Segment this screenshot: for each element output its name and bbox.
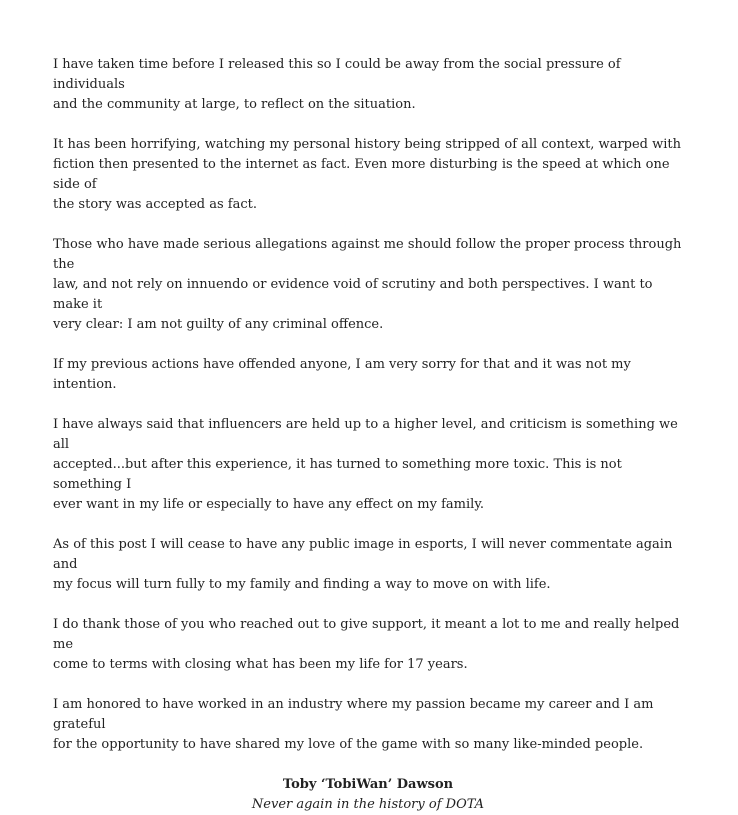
signature-name: Toby ‘TobiWan’ Dawson (282, 777, 454, 792)
paragraph-allegations: Those who have made serious allegations against me should follow the proper process through the law, and not rely on innuendo or evidence void of scrutiny and both perspectives. I want to make it very clear: I am not guilty of any criminal offence. (53, 237, 682, 332)
paragraph-apology: If my previous actions have offended anyone, I am very sorry for that and it was not my intention. (53, 357, 631, 392)
statement-document (53, 55, 683, 815)
paragraph-thanks: I do thank those of you who reached out to give support, it meant a lot to me and really helped me come to terms with closing what has been my life for 17 years. (53, 617, 680, 672)
signature-tagline: Never again in the history of DOTA (251, 797, 485, 812)
paragraph-esports-exit: As of this post I will cease to have any public image in esports, I will never commentate again and my focus will turn fully to my family and finding a way to move on with life. (53, 537, 673, 592)
paragraph-gratitude: I am honored to have worked in an industry where my passion became my career and I am grateful for the opportunity to have shared my love of the game with so many like-minded people. (53, 697, 654, 752)
paragraph-intro: I have taken time before I released this so I could be away from the social pressure of individuals and the community at large, to reflect on the situation. (53, 57, 621, 112)
signature-block (53, 775, 683, 815)
paragraph-history: It has been horrifying, watching my personal history being stripped of all context, warped with fiction then presented to the internet as fact. Even more disturbing is the speed at which one side of the story was accepted as fact. (53, 137, 682, 212)
paragraph-influencers: I have always said that influencers are held up to a higher level, and criticism is something we all accepted...but after this experience, it has turned to something more toxic. This is not something I ever want in my life or especially to have any effect on my family. (53, 417, 678, 512)
